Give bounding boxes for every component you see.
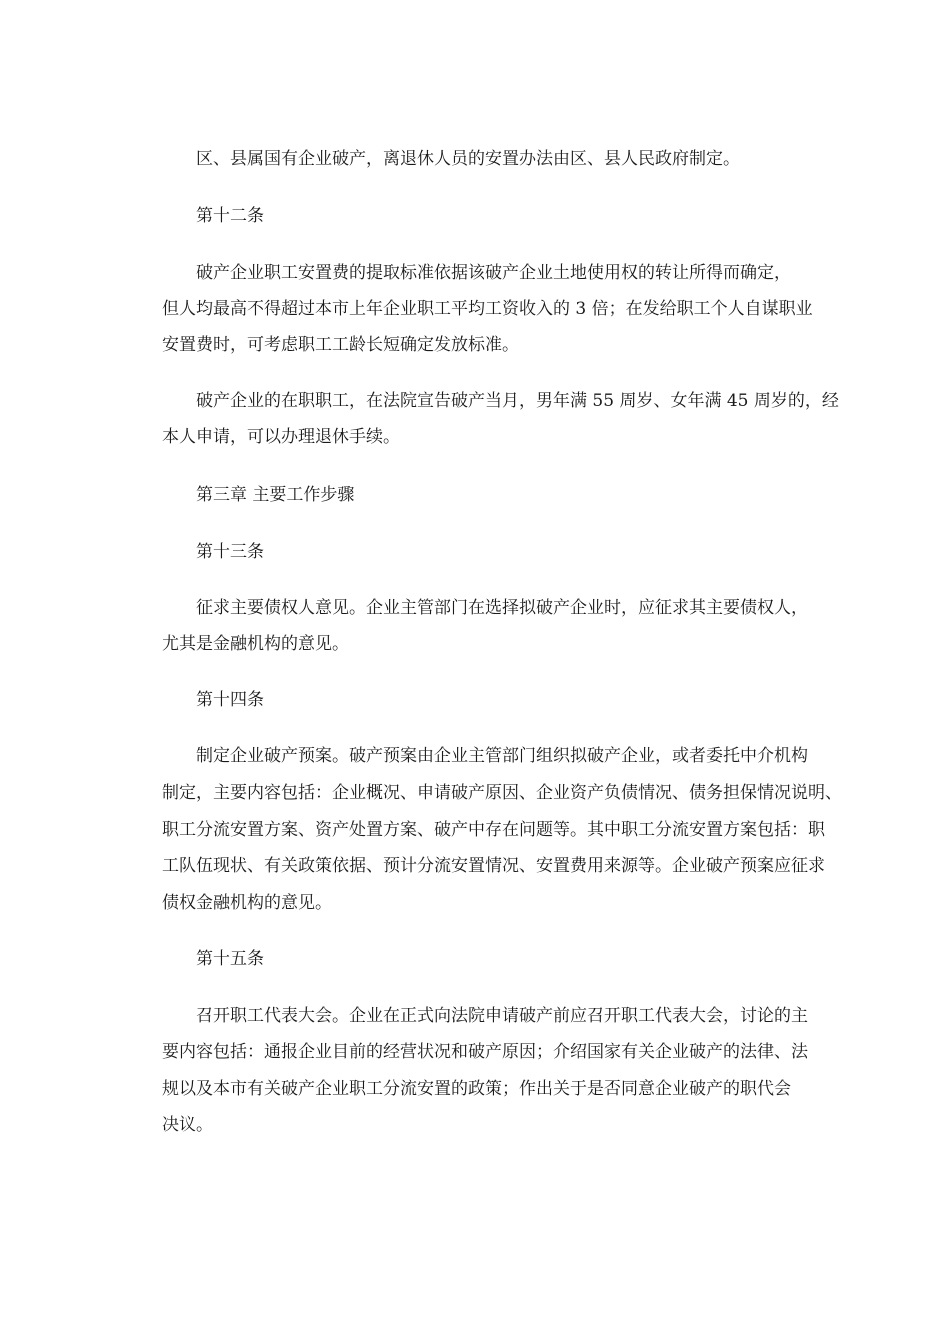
article-heading: 第十二条 [196, 206, 264, 226]
paragraph-line: 工队伍现状、有关政策依据、预计分流安置情况、安置费用来源等。企业破产预案应征求 [162, 856, 825, 876]
paragraph-line: 尤其是金融机构的意见。 [162, 634, 349, 654]
chapter-heading: 第三章 主要工作步骤 [196, 485, 355, 505]
paragraph-line: 区、县属国有企业破产，离退休人员的安置办法由区、县人民政府制定。 [196, 149, 740, 169]
paragraph-line: 制定，主要内容包括：企业概况、申请破产原因、企业资产负债情况、债务担保情况说明、 [162, 783, 842, 803]
paragraph-line: 要内容包括：通报企业目前的经营状况和破产原因；介绍国家有关企业破产的法律、法 [162, 1042, 808, 1062]
paragraph-line: 职工分流安置方案、资产处置方案、破产中存在问题等。其中职工分流安置方案包括：职 [162, 820, 825, 840]
article-heading: 第十三条 [196, 542, 264, 562]
paragraph-line: 征求主要债权人意见。企业主管部门在选择拟破产企业时，应征求其主要债权人， [196, 598, 808, 618]
paragraph-line: 本人申请，可以办理退休手续。 [162, 427, 400, 447]
paragraph-line: 破产企业职工安置费的提取标准依据该破产企业土地使用权的转让所得而确定， [196, 263, 791, 283]
paragraph-line: 召开职工代表大会。企业在正式向法院申请破产前应召开职工代表大会，讨论的主 [196, 1006, 808, 1026]
paragraph-line: 但人均最高不得超过本市上年企业职工平均工资收入的 3 倍；在发给职工个人自谋职业 [162, 299, 813, 319]
paragraph-line: 制定企业破产预案。破产预案由企业主管部门组织拟破产企业，或者委托中介机构 [196, 746, 808, 766]
paragraph-line: 安置费时，可考虑职工工龄长短确定发放标准。 [162, 335, 519, 355]
paragraph-line: 债权金融机构的意见。 [162, 893, 332, 913]
paragraph-line: 决议。 [162, 1115, 213, 1135]
article-heading: 第十五条 [196, 949, 264, 969]
paragraph-line: 规以及本市有关破产企业职工分流安置的政策；作出关于是否同意企业破产的职代会 [162, 1079, 791, 1099]
article-heading: 第十四条 [196, 690, 264, 710]
paragraph-line: 破产企业的在职职工，在法院宣告破产当月，男年满 55 周岁、女年满 45 周岁的，经 [196, 391, 839, 411]
